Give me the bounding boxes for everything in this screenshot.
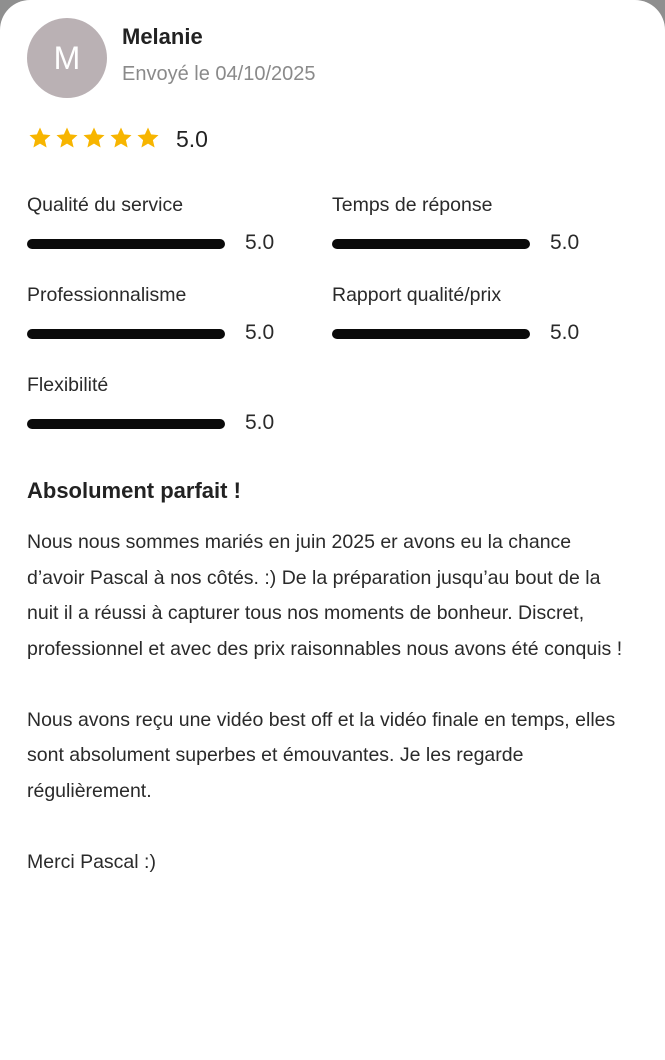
avatar-initial: M <box>53 40 81 76</box>
review-paragraph: Nous nous sommes mariés en juin 2025 er avons eu la chance d’avoir Pascal à nos côtés. :) De la préparation jusqu’au bout de la nuit il a réussi à capturer tous nos moments de bonheur. Discret, professionnel et avec des prix raisonnables nous avons été conquis ! <box>27 531 623 660</box>
review-paragraph: Nous avons reçu une vidéo best off et la vidéo finale en temps, elles sont absolument superbes et émouvantes. Je les regarde régulièrement. <box>27 708 616 802</box>
criterion-quality-of-service <box>27 190 332 266</box>
criterion-value: 5.0 <box>245 321 275 344</box>
criterion-label: Professionnalisme <box>27 284 187 306</box>
review-body <box>27 525 627 916</box>
criterion-value: 5.0 <box>245 411 275 434</box>
star-icon <box>28 126 52 150</box>
criterion-value: 5.0 <box>245 231 275 254</box>
criterion-response-time <box>332 190 637 266</box>
star-icon <box>109 126 133 150</box>
star-icon <box>82 126 106 150</box>
reviewer-name: Melanie <box>122 24 203 49</box>
rating-bar <box>27 239 225 249</box>
avatar <box>27 18 107 98</box>
rating-bar <box>332 329 530 339</box>
criterion-flexibility <box>27 370 332 446</box>
criterion-value-for-money <box>332 280 637 356</box>
review-paragraph: Merci Pascal :) <box>27 850 156 873</box>
rating-bar <box>27 419 225 429</box>
star-icon <box>136 126 160 150</box>
criterion-label: Qualité du service <box>27 194 184 216</box>
criterion-value: 5.0 <box>550 321 580 344</box>
criterion-label: Flexibilité <box>27 374 109 396</box>
criterion-label: Rapport qualité/prix <box>332 284 502 306</box>
review-title: Absolument parfait ! <box>27 478 241 503</box>
criterion-professionalism <box>27 280 332 356</box>
criterion-label: Temps de réponse <box>332 194 493 216</box>
star-icon <box>55 126 79 150</box>
star-rating <box>28 126 160 150</box>
overall-score: 5.0 <box>176 126 208 152</box>
rating-bar <box>27 329 225 339</box>
criterion-value: 5.0 <box>550 231 580 254</box>
criteria-ratings <box>27 190 637 446</box>
review-date: Envoyé le 04/10/2025 <box>122 63 316 85</box>
rating-bar <box>332 239 530 249</box>
